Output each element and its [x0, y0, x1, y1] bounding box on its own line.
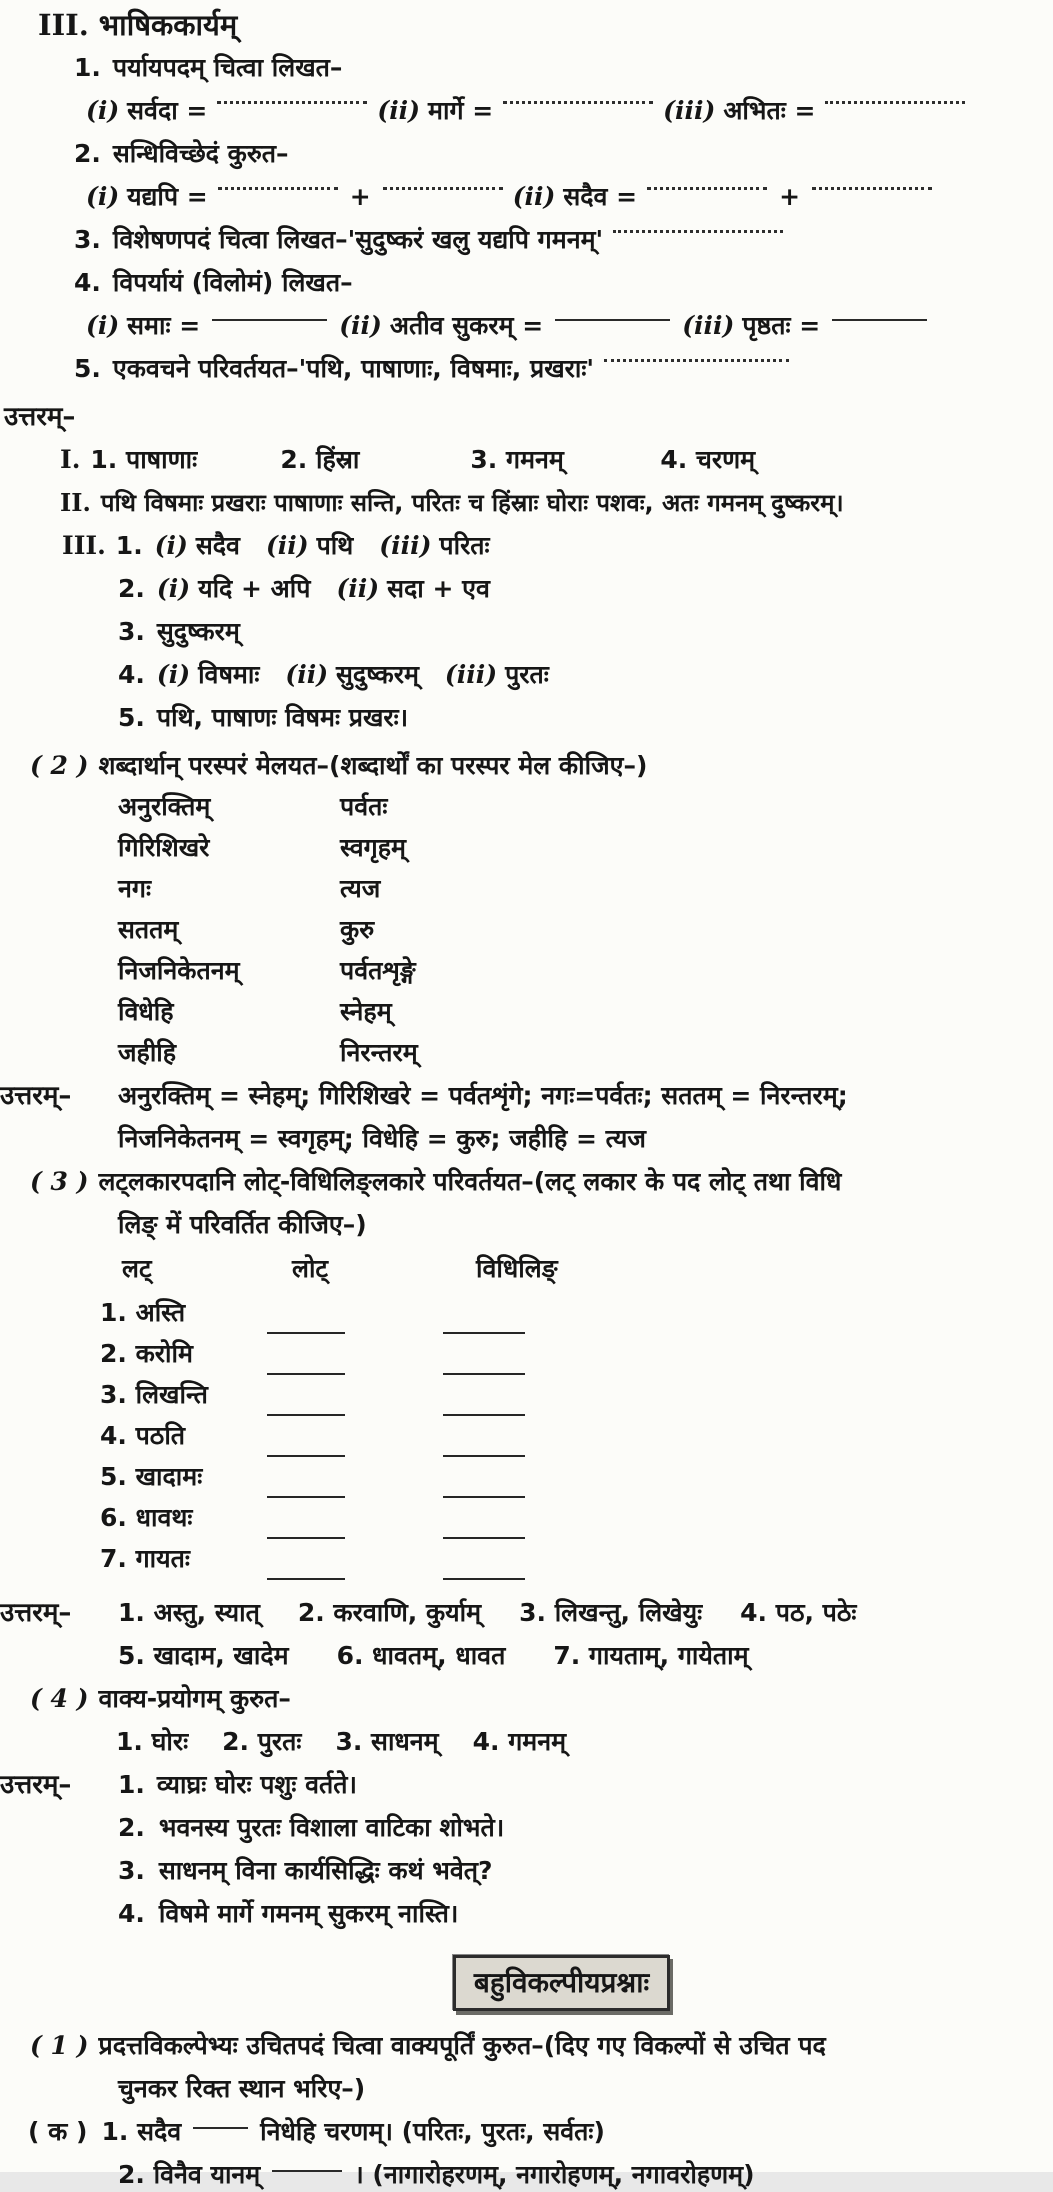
answer-III-row-4 [0, 658, 1053, 692]
question-number: 3. [74, 225, 101, 254]
match-left: नगः [118, 874, 152, 903]
marker-i: (i) [86, 96, 120, 125]
table-row [0, 1336, 1053, 1377]
question-number: 5. [74, 354, 101, 383]
match-row [0, 833, 1053, 863]
match-right: कुरु [340, 915, 375, 944]
blank-solid [443, 1332, 525, 1334]
blank-solid [267, 1537, 345, 1539]
answer-III-row-2 [0, 572, 1053, 606]
column-header-lat: लट् [122, 1254, 152, 1283]
word-prsthatah: पृष्ठतः = [742, 311, 821, 340]
marker-iii: (iii) [379, 531, 432, 560]
answer-item: 2. हिंस्रा [280, 445, 360, 474]
match-right: स्नेहम् [340, 997, 392, 1026]
match-left: निजनिकेतनम् [118, 956, 240, 985]
exercise-2-answer-line-1 [0, 1079, 1053, 1113]
blank-solid [267, 1373, 345, 1375]
row-label: 2. करोमि [100, 1339, 193, 1368]
blank-solid [267, 1455, 345, 1457]
blank-solid [443, 1373, 525, 1375]
blank-dotted [613, 228, 783, 233]
row-number: 1. [115, 531, 143, 560]
exercise-title-hindi: (शब्दार्थों का परस्पर मेल कीजिए–) [329, 751, 648, 780]
exercise-title-hindi: (लट् लकार के पद लोट् तथा विधि [533, 1167, 842, 1196]
marker-i: (i) [154, 531, 188, 560]
blank-solid [443, 1414, 525, 1416]
word-abhitah: अभितः = [723, 96, 816, 125]
blank-dotted [217, 99, 367, 104]
match-row [0, 997, 1053, 1027]
match-right: निरन्तरम् [340, 1038, 418, 1067]
row-number: 4. [118, 660, 145, 689]
answer-sentence [159, 1854, 493, 1888]
row-label: 7. गायतः [100, 1544, 190, 1573]
sentence-suffix: सुकरम् नास्ति। [319, 1899, 459, 1928]
mcq-question-1-heading [0, 2029, 1053, 2063]
question-1-blanks [0, 94, 1053, 128]
answer-sentence: पथि विषमाः प्रखराः पाषाणाः सन्ति, परितः च हिंस्राः घोराः पशवः, अतः गमनम् दुष्करम्। [100, 489, 844, 517]
row-number: 3. [118, 1856, 145, 1885]
match-left: विधेहि [118, 997, 174, 1026]
answer-item: 3. गमनम् [470, 445, 564, 474]
question-text: एकवचने परिवर्तयत–'पथि, पाषाणाः, विषमाः, प्रखराः' [112, 354, 595, 383]
mcq-title-sanskrit: प्रदत्तविकल्पेभ्यः उचितपदं चित्वा वाक्यपूर्तिं कुरुत– [98, 2031, 544, 2060]
blank-solid [832, 317, 927, 321]
row-label: 5. खादामः [100, 1462, 203, 1491]
word-item: 4. गमनम् [472, 1727, 567, 1756]
match-row [0, 874, 1053, 904]
blank-solid [443, 1537, 525, 1539]
blank-solid [555, 317, 670, 321]
row-label: 4. पठति [100, 1421, 186, 1450]
mcq-section-box: बहुविकल्पीयप्रश्नाः [453, 1955, 670, 2011]
bold-word: गमनम् [261, 1899, 320, 1928]
plus-sign: + [779, 182, 801, 211]
table-row [0, 1418, 1053, 1459]
table-row [0, 1500, 1053, 1541]
bold-word: पुरतः [237, 1813, 281, 1842]
blank-dotted [825, 99, 965, 104]
match-left: गिरिशिखरे [118, 833, 210, 862]
exercise-4-answer-3 [0, 1854, 1053, 1888]
match-right: स्वगृहम् [340, 833, 406, 862]
roman-I: I. [60, 445, 81, 474]
question-2-blanks [0, 180, 1053, 214]
exercise-4-answer-2 [0, 1811, 1053, 1845]
blank-dotted [604, 357, 789, 362]
mcq-title-hindi-2: चुनकर रिक्त स्थान भरिए–) [118, 2074, 366, 2103]
row-label: 6. धावथः [100, 1503, 193, 1532]
answer-word: सदा + एव [387, 574, 490, 603]
answer-word: सदैव [195, 531, 240, 560]
answer-label: उत्तरम्– [0, 1081, 72, 1111]
question-prefix: 2. विनैव यानम् [118, 2160, 261, 2189]
marker-i: (i) [156, 574, 191, 603]
row-number: 4. [118, 1899, 145, 1928]
blank-solid [443, 1578, 525, 1580]
bold-word: घोरः [214, 1770, 252, 1799]
exercise-4-words [0, 1725, 1053, 1759]
answer-III-row-3 [0, 615, 1053, 649]
answer-text: निजनिकेतनम् = स्वगृहम्; विधेहि = कुरु; जहीहि = त्यज [118, 1124, 646, 1153]
question-4 [0, 266, 1053, 300]
marker-iii: (iii) [663, 96, 716, 125]
sentence-suffix: पशुः वर्तते। [251, 1770, 358, 1799]
match-row [0, 956, 1053, 986]
word-marge: मार्गे = [428, 96, 494, 125]
table-row [0, 1459, 1053, 1500]
question-4-blanks [0, 309, 1053, 343]
ka-label: ( क ) [28, 2117, 88, 2146]
answer-item: 5. खादाम, खादेम [118, 1641, 289, 1670]
word-sarvada: सर्वदा = [127, 96, 208, 125]
sentence-prefix: भवनस्य [158, 1813, 238, 1842]
exercise-number: ( 3 ) [30, 1167, 89, 1196]
blank-solid [272, 2168, 342, 2172]
blank-solid [267, 1332, 345, 1334]
sentence-suffix: विना कार्यसिद्धिः कथं भवेत्? [226, 1856, 493, 1885]
question-text: विशेषणपदं चित्वा लिखत–'सुदुष्करं खलु यद्यपि गमनम्' [112, 225, 604, 254]
question-number: 2. [74, 139, 101, 168]
exercise-2-answer-line-2 [0, 1122, 1053, 1156]
blank-solid [443, 1455, 525, 1457]
marker-iii: (iii) [444, 660, 498, 689]
answer-I-line [0, 443, 1053, 477]
answer-word: पुरतः [505, 660, 549, 689]
answer-text: अनुरक्तिम् = स्नेहम्; गिरिशिखरे = पर्वतशृंगे; नगः=पर्वतः; सततम् = निरन्तरम्; [118, 1081, 848, 1110]
blank-solid [193, 2125, 248, 2129]
question-number: 4. [74, 268, 101, 297]
marker-ii: (ii) [265, 531, 309, 560]
match-row [0, 1038, 1053, 1068]
answer-III-row-1 [0, 529, 1053, 563]
word-samah: समाः = [127, 311, 201, 340]
exercise-2-heading [0, 749, 1053, 783]
roman-III: III. [62, 531, 106, 560]
match-right: पर्वतशृङ्गे [340, 956, 416, 985]
sentence-prefix: विषमे मार्गे [158, 1899, 262, 1928]
question-suffix-and-options: । (नागारोहरणम्, नगारोहणम्, नगावरोहणम्) [354, 2160, 755, 2189]
exercise-4-answer-4 [0, 1897, 1053, 1931]
blank-solid [267, 1414, 345, 1416]
match-right: त्यज [340, 874, 381, 903]
question-text: विपर्यायं (विलोमं) लिखत– [112, 268, 353, 297]
question-2 [0, 137, 1053, 171]
exercise-3-heading-line-2 [0, 1208, 1053, 1242]
answer-label: उत्तरम्– [0, 1598, 72, 1628]
question-1 [0, 51, 1053, 85]
row-number: 3. [118, 617, 145, 646]
question-3 [0, 223, 1053, 257]
answer-word: विषमाः [198, 660, 260, 689]
answer-item: 3. लिखन्तु, लिखेयुः [519, 1598, 703, 1627]
answer-word: सुदुष्करम् [336, 660, 419, 689]
question-suffix-and-options: निधेहि चरणम्। (परितः, पुरतः, सर्वतः) [260, 2117, 605, 2146]
marker-i: (i) [86, 182, 120, 211]
answer-sentence [157, 1768, 357, 1802]
answer-item: 7. गायताम्, गायेताम् [553, 1641, 749, 1670]
marker-ii: (ii) [512, 182, 556, 211]
answer-word: पथि [316, 531, 354, 560]
table-header-row [0, 1251, 1053, 1291]
column-header-lot: लोट् [292, 1254, 329, 1283]
question-text: सन्धिविच्छेदं कुरुत– [112, 139, 289, 168]
marker-i: (i) [86, 311, 120, 340]
exercise-title-hindi-2: लिङ् में परिवर्तित कीजिए–) [118, 1210, 367, 1239]
question-5 [0, 352, 1053, 386]
row-number: 2. [118, 1813, 145, 1842]
match-row [0, 792, 1053, 822]
answer-item: 1. अस्तु, स्यात् [118, 1598, 260, 1627]
word-item: 3. साधनम् [335, 1727, 439, 1756]
word-item: 1. घोरः [116, 1727, 189, 1756]
exercise-3-answer-line-1 [0, 1596, 1053, 1630]
table-row [0, 1541, 1053, 1582]
blank-solid [443, 1496, 525, 1498]
exercise-title-sanskrit: लट्लकारपदानि लोट्-विधिलिङ्लकारे परिवर्तयत– [98, 1167, 534, 1196]
match-row [0, 915, 1053, 945]
section-title: भाषिककार्यम् [98, 8, 238, 42]
blank-solid [267, 1578, 345, 1580]
answer-item: 4. पठ, पठेः [740, 1598, 857, 1627]
exercise-title-sanskrit: शब्दार्थान् परस्परं मेलयत– [98, 751, 330, 780]
exercise-4-answer-1 [0, 1768, 1053, 1802]
marker-i: (i) [156, 660, 191, 689]
answer-word: पथि, पाषाणः विषमः प्रखरः। [156, 703, 409, 732]
blank-solid [267, 1496, 345, 1498]
exercise-4-heading [0, 1682, 1053, 1716]
answer-word: सुदुष्करम् [156, 617, 240, 646]
answer-item: 1. पाषाणाः [90, 445, 198, 474]
question-text: पर्यायपदम् चित्वा लिखत– [112, 53, 343, 82]
plus-sign: + [349, 182, 371, 211]
section-roman-number: III. [38, 8, 89, 42]
match-right: पर्वतः [340, 792, 388, 821]
marker-ii: (ii) [285, 660, 329, 689]
question-number: 1. [74, 53, 101, 82]
match-left: अनुरक्तिम् [118, 792, 211, 821]
mcq-ka-item-2 [0, 2158, 1053, 2192]
answer-sentence [159, 1897, 459, 1931]
marker-ii: (ii) [377, 96, 421, 125]
answer-II-line [0, 486, 1053, 520]
row-number: 5. [118, 703, 145, 732]
row-label: 3. लिखन्ति [100, 1380, 208, 1409]
sentence-suffix: विशाला वाटिका शोभते। [280, 1813, 505, 1842]
mcq-question-1-heading-line-2 [0, 2072, 1053, 2106]
word-item: 2. पुरतः [222, 1727, 302, 1756]
answers-label-line [0, 400, 1053, 434]
row-label: 1. अस्ति [100, 1298, 186, 1327]
word-sadaiva: सदैव = [563, 182, 638, 211]
bold-word: साधनम् [158, 1856, 227, 1885]
exercise-title: वाक्य-प्रयोगम् कुरुत– [98, 1684, 291, 1713]
table-row [0, 1377, 1053, 1418]
marker-ii: (ii) [336, 574, 380, 603]
table-row [0, 1295, 1053, 1336]
answer-label: उत्तरम्– [0, 1770, 72, 1800]
blank-solid [212, 317, 327, 321]
mcq-ka-item-1 [0, 2115, 1053, 2149]
answer-item: 4. चरणम् [660, 445, 756, 474]
word-yadyapi: यद्यपि = [127, 182, 208, 211]
match-left: सततम् [118, 915, 179, 944]
answer-sentence [159, 1811, 504, 1845]
mcq-title-hindi: (दिए गए विकल्पों से उचित पद [543, 2031, 826, 2060]
blank-dotted [383, 185, 503, 190]
answer-items [118, 1596, 894, 1630]
exercise-number: ( 2 ) [30, 751, 89, 780]
match-left: जहीहि [118, 1038, 177, 1067]
row-number: 1. [118, 1770, 145, 1799]
answer-III-row-5 [0, 701, 1053, 735]
blank-dotted [647, 185, 767, 190]
roman-II: II. [60, 488, 91, 517]
exercise-number: ( 1 ) [30, 2031, 89, 2060]
exercise-number: ( 4 ) [30, 1684, 89, 1713]
marker-iii: (iii) [682, 311, 735, 340]
answer-word: परितः [439, 531, 490, 560]
section-heading [0, 8, 1053, 42]
column-header-vidhiling: विधिलिङ् [476, 1254, 558, 1283]
answer-word: यदि + अपि [198, 574, 311, 603]
marker-ii: (ii) [339, 311, 382, 340]
word-ativa-sukaram: अतीव सुकरम् = [389, 311, 544, 340]
question-prefix: 1. सदैव [101, 2117, 182, 2146]
exercise-3-answer-line-2 [0, 1639, 1053, 1673]
blank-dotted [503, 99, 653, 104]
answer-label: उत्तरम्– [4, 402, 76, 432]
answer-item: 2. करवाणि, कुर्याम् [297, 1598, 482, 1627]
sentence-prefix: व्याघ्रः [156, 1770, 215, 1799]
answer-item: 6. धावतम्, धावत [336, 1641, 506, 1670]
mcq-heading-wrapper [70, 1955, 1053, 2011]
row-number: 2. [118, 574, 145, 603]
blank-dotted [218, 185, 338, 190]
exercise-3-heading [0, 1165, 1053, 1199]
blank-dotted [812, 185, 932, 190]
